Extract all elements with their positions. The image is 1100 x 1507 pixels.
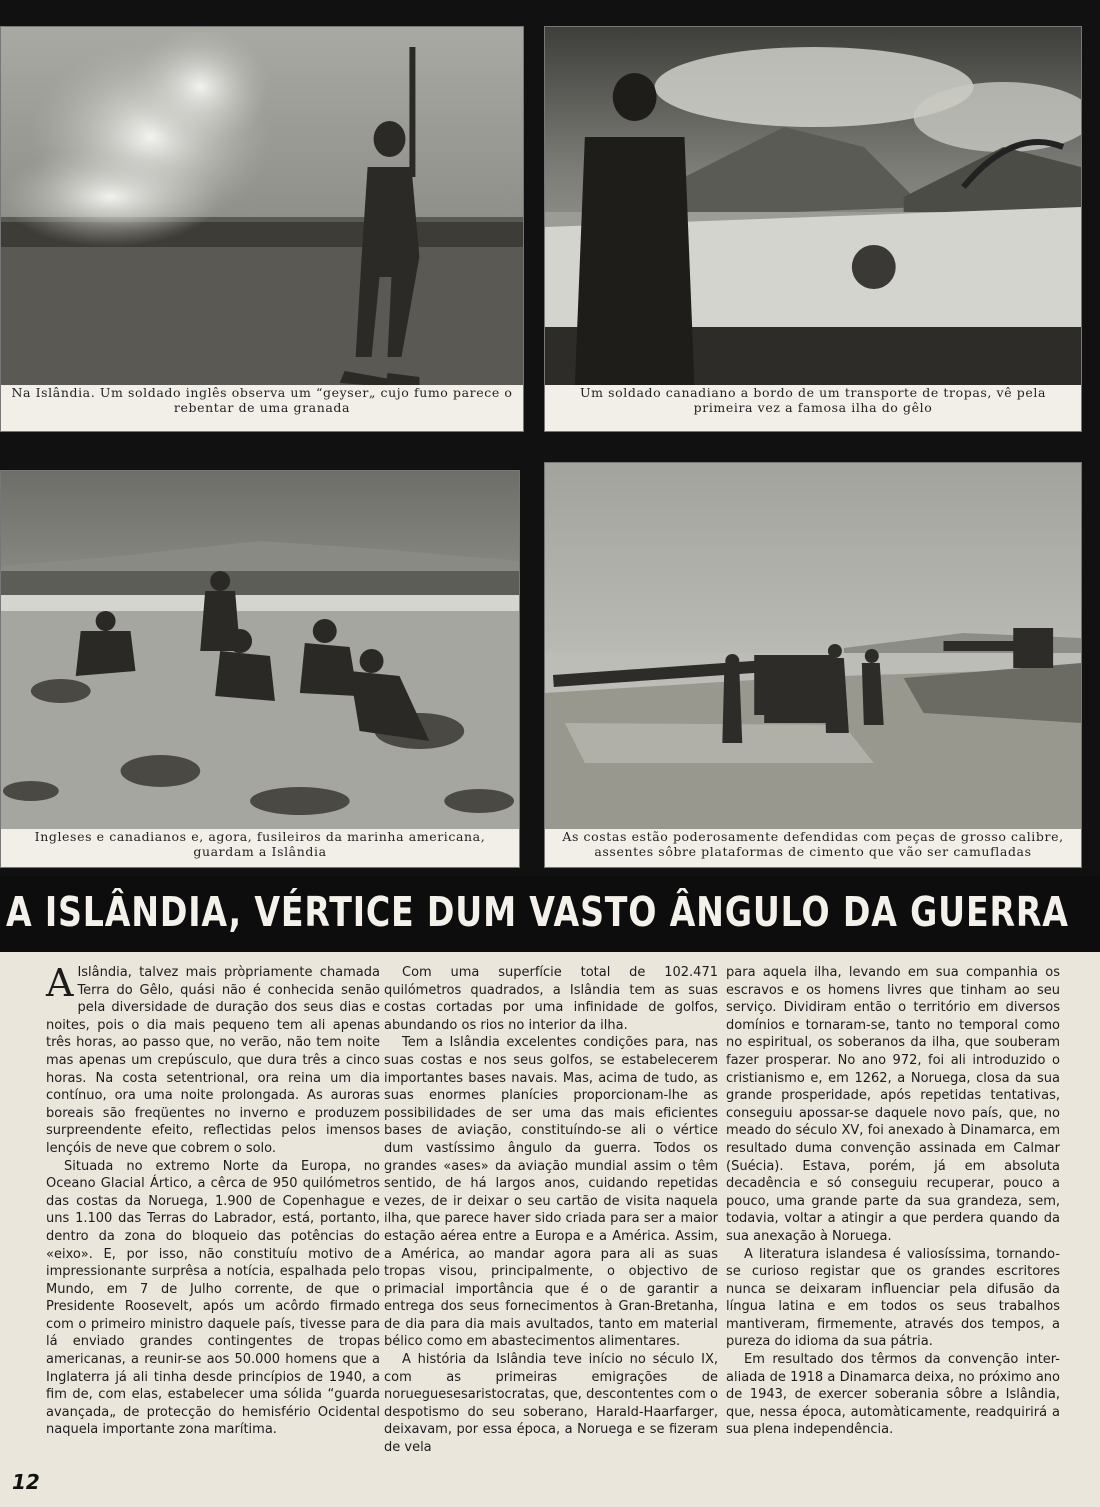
photo-caption: Um soldado canadiano a bordo de um transporte de tropas, vê pela primeira vez a famosa ilha do gêlo xyxy=(579,385,1047,415)
photo-panel-troops xyxy=(0,470,520,868)
article-paragraph: A literatura islandesa é valiosíssima, tornando-se curioso registar que os grandes escritores nunca se deixaram influenciar pela difusão da língua latina e em todos os seus trabalhos mantiveram, firmemente, através dos tempos, a pureza do idioma da sua pátria. xyxy=(726,1246,1060,1350)
photo-panel-gun xyxy=(544,462,1082,868)
article-paragraph: Com uma superfície total de 102.471 quilómetros quadrados, a Islândia tem as suas costas cortadas por uma infinidade de golfos, abundando os rios no interior da ilha. xyxy=(384,965,718,1033)
photo-panel-geyser xyxy=(0,26,524,432)
soldier-ship-photo xyxy=(545,27,1081,385)
drop-cap: A xyxy=(46,961,74,1005)
photo-caption: As costas estão poderosamente defendidas com peças de grosso calibre, assentes sôbre plataformas de cimento que vão ser camufladas xyxy=(562,829,1064,859)
headline-banner xyxy=(0,876,1100,952)
troops-rocks-photo xyxy=(1,471,519,829)
article-column-3 xyxy=(726,964,1060,1439)
photo-panel-ship xyxy=(544,26,1082,432)
coastal-gun-photo xyxy=(545,463,1081,829)
photo-caption: Ingleses e canadianos e, agora, fusileiros da marinha americana, guardam a Islândia xyxy=(34,829,486,859)
article-paragraph: Situada no extremo Norte da Europa, no Oceano Glacial Ártico, a cêrca de 950 quilómetros das costas da Noruega, 1.900 de Copenhague e uns 1.100 das Terras do Labrador, está, portanto, dentro da zona do bloqueio das potências do «eixo». E, por isso, não constituíu motivo de impressionante surprêsa a notícia, espalhada pelo Mundo, em 7 de Julho corrente, de que o Presidente Roosevelt, após um acôrdo firmado com o primeiro ministro daquele país, tivesse para lá enviado grandes contingentes de tropas americanas, a reunir-se aos 50.000 homens que a Inglaterra já ali tinha desde princípios de 1940, a fim de, com elas, estabelecer uma sólida “guarda avançada„ de protecção do hemisfério Ocidental naquela importante zona marítima. xyxy=(46,1158,380,1438)
page-number: 12 xyxy=(12,1470,40,1494)
article-column-1 xyxy=(46,961,380,1439)
article-column-2 xyxy=(384,964,718,1457)
photo-caption: Na Islândia. Um soldado inglês observa um “geyser„ cujo fumo parece o rebentar de uma granada xyxy=(11,385,513,415)
article-paragraph: Em resultado dos têrmos da convenção inter-aliada de 1918 a Dinamarca deixa, no próximo ano de 1943, de exercer soberania sôbre a Islândia, que, nessa época, automàticamente, readquirirá a sua plena independência. xyxy=(726,1352,1060,1438)
article-paragraph: para aquela ilha, levando em sua companhia os escravos e os homens livres que tinham ao seu serviço. Dividiram então o território em diversos domínios e tornaram-se, tanto no temporal como no espiritual, os soberanos da ilha, que souberam fazer prosperar. No ano 972, foi ali introduzido o cristianismo e, em 1262, a Noruega, closa da sua grande prosperidade, após repetidas tentativas, conseguiu apossar-se daquele novo país, que, no meado do século XV, foi anexado à Dinamarca, em resultado duma convenção assinada em Calmar (Suécia). Estava, porém, já em absoluta decadência e só conseguiu recuperar, pouco a pouco, uma grande parte da sua grandeza, sem, todavia, voltar a atingir a que perdera quando da sua anexação à Noruega. xyxy=(726,965,1060,1244)
article-headline: A ISLÂNDIA, VÉRTICE DUM VASTO ÂNGULO DA GUERRA xyxy=(6,888,1069,936)
article-paragraph: Tem a Islândia excelentes condições para, nas suas costas e nos seus golfos, se estabelecerem importantes bases navais. Mas, acima de tudo, as suas enormes planícies proporcionam-lhe as possibilidades de ser uma das mais eficientes bases de aviação, constituíndo-se ali o vértice dum vastíssimo ângulo da guerra. Todos os grandes «ases» da aviação mundial assim o têm sentido, de há largos anos, cuidando repetidas vezes, de ir deixar o seu cartão de visita naquela ilha, que parece haver sido criada para ser a maior estação aérea entre a Europa e a América. Assim, a América, ao mandar agora para ali as suas tropas visou, principalmente, o objectivo de primacial importância que é o de garantir a entrega dos seus fornecimentos à Gran-Bretanha, de dia para dia mais avultados, tanto em material bélico como em abastecimentos alimentares. xyxy=(384,1035,718,1350)
soldier-geyser-photo xyxy=(1,27,523,385)
article-paragraph: A história da Islândia teve início no século IX, com as primeiras emigrações de norueguesesaristocratas, que, descontentes com o despotismo do seu soberano, Harald-Haarfarger, deixavam, por essa época, a Noruega e se fizeram de vela xyxy=(384,1352,718,1456)
article-paragraph: A Islândia, talvez mais pròpriamente chamada Terra do Gêlo, quási não é conhecida senão pela diversidade de duração dos seus dias e noites, pois o dia mais pequeno tem ali apenas três horas, ao passo que, no verão, não tem noite mas apenas um crepúsculo, que dura três a cinco horas. Na costa setentrional, ora reina um dia contínuo, ora uma noite prolongada. As auroras boreais são freqüentes no inverno e produzem surpreendente efeito, reflectidas pelos imensos lençóis de neve que cobrem o solo. xyxy=(46,961,380,1156)
